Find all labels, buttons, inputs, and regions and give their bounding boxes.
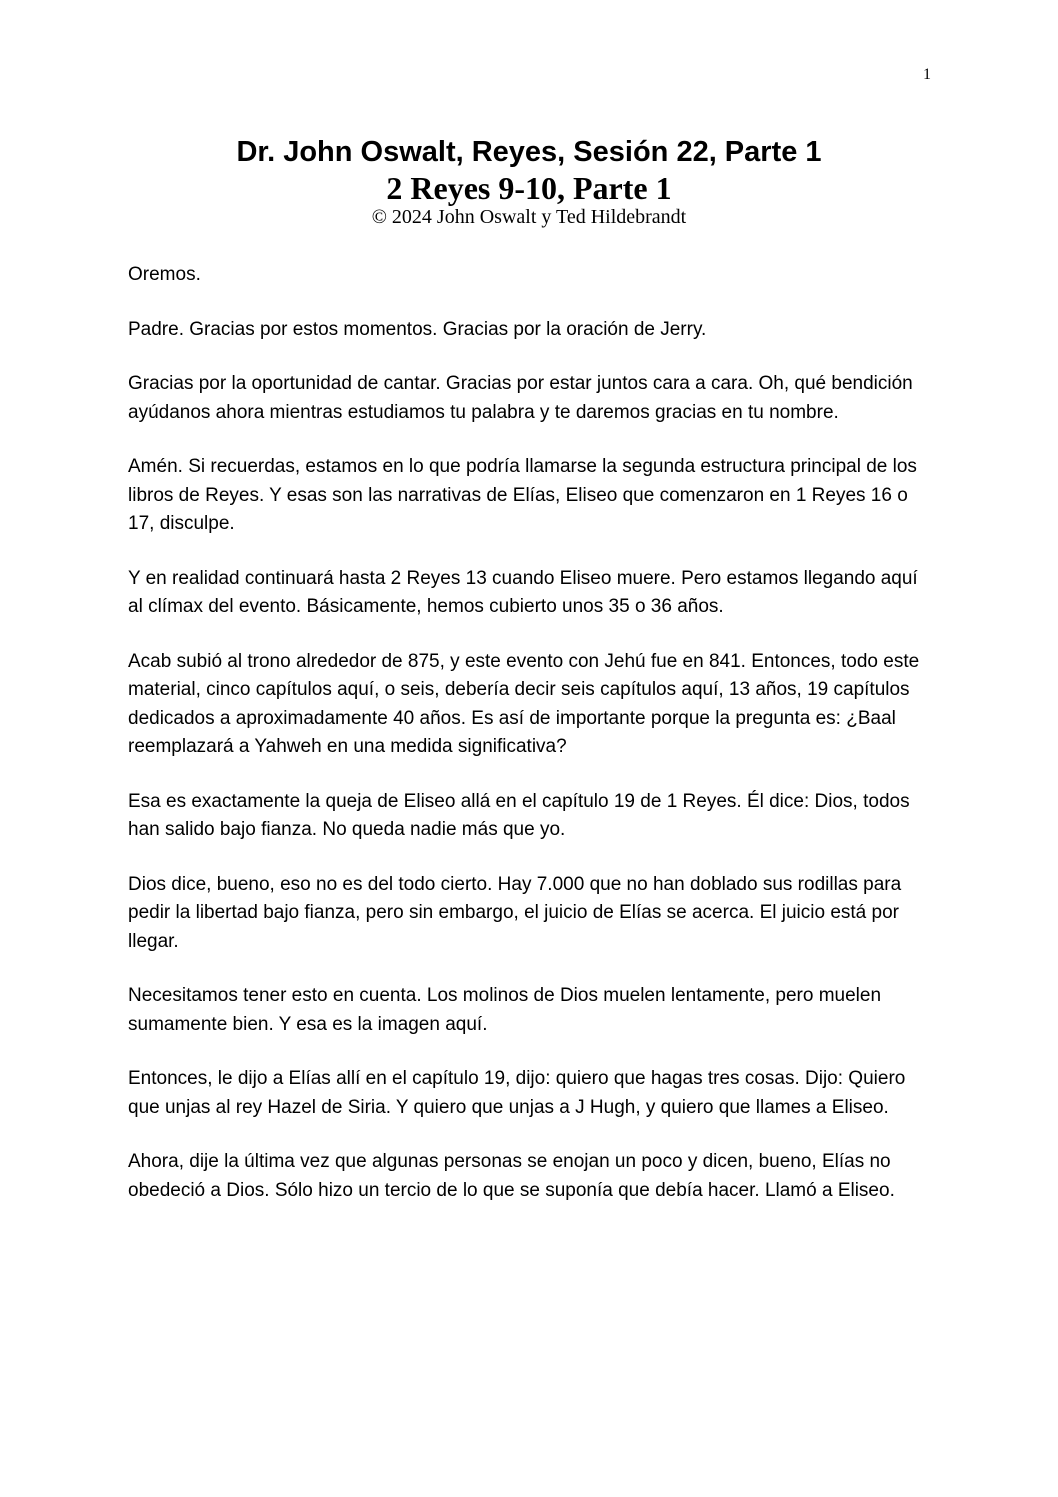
paragraph: Oremos.	[128, 264, 201, 285]
paragraph: Y en realidad continuará hasta 2 Reyes 13 cuando Eliseo muere. Pero estamos llegando aquí al clímax del evento. Básicamente, hemos cubierto unos 35 o 36 años.	[128, 567, 918, 617]
document-subtitle: 2 Reyes 9-10, Parte 1	[386, 170, 672, 206]
paragraph: Acab subió al trono alrededor de 875, y este evento con Jehú fue en 841. Entonces, todo este material, cinco capítulos aquí, o seis, debería decir seis capítulos aquí, 13 años, 19 capítulos dedicados a aproximadamente 40 años. Es así de importante porque la pregunta es: ¿Baal reemplazará a Yahweh en una medida significativa?	[128, 650, 920, 757]
page-number: 1	[923, 66, 931, 83]
paragraph: Gracias por la oportunidad de cantar. Gracias por estar juntos cara a cara. Oh, qué bendición ayúdanos ahora mientras estudiamos tu palabra y te daremos gracias en tu nombre.	[128, 373, 913, 423]
paragraph: Necesitamos tener esto en cuenta. Los molinos de Dios muelen lentamente, pero muelen sumamente bien. Y esa es la imagen aquí.	[128, 985, 882, 1035]
copyright-line: © 2024 John Oswalt y Ted Hildebrandt	[371, 206, 687, 228]
title-block	[0, 134, 1058, 228]
paragraph: Padre. Gracias por estos momentos. Gracias por la oración de Jerry.	[128, 318, 707, 340]
paragraph: Entonces, le dijo a Elías allí en el capítulo 19, dijo: quiero que hagas tres cosas. Dijo: Quiero que unjas al rey Hazel de Siria. Y quiero que unjas a J Hugh, y quiero que llames a Eliseo.	[128, 1068, 906, 1118]
transcript-body	[128, 261, 928, 1231]
paragraph: Amén. Si recuerdas, estamos en lo que podría llamarse la segunda estructura principal de los libros de Reyes. Y esas son las narrativas de Elías, Eliseo que comenzaron en 1 Reyes 16 o 17, disculpe.	[128, 456, 917, 534]
document-title: Dr. John Oswalt, Reyes, Sesión 22, Parte 1	[236, 136, 822, 168]
paragraph: Dios dice, bueno, eso no es del todo cierto. Hay 7.000 que no han doblado sus rodillas para pedir la libertad bajo fianza, pero sin embargo, el juicio de Elías se acerca. El juicio está por llegar.	[128, 873, 902, 952]
paragraph: Ahora, dije la última vez que algunas personas se enojan un poco y dicen, bueno, Elías no obedeció a Dios. Sólo hizo un tercio de lo que se suponía que debía hacer. Llamó a Eliseo.	[128, 1151, 895, 1201]
paragraph: Esa es exactamente la queja de Eliseo allá en el capítulo 19 de 1 Reyes. Él dice: Dios, todos han salido bajo fianza. No queda nadie más que yo.	[128, 790, 910, 840]
